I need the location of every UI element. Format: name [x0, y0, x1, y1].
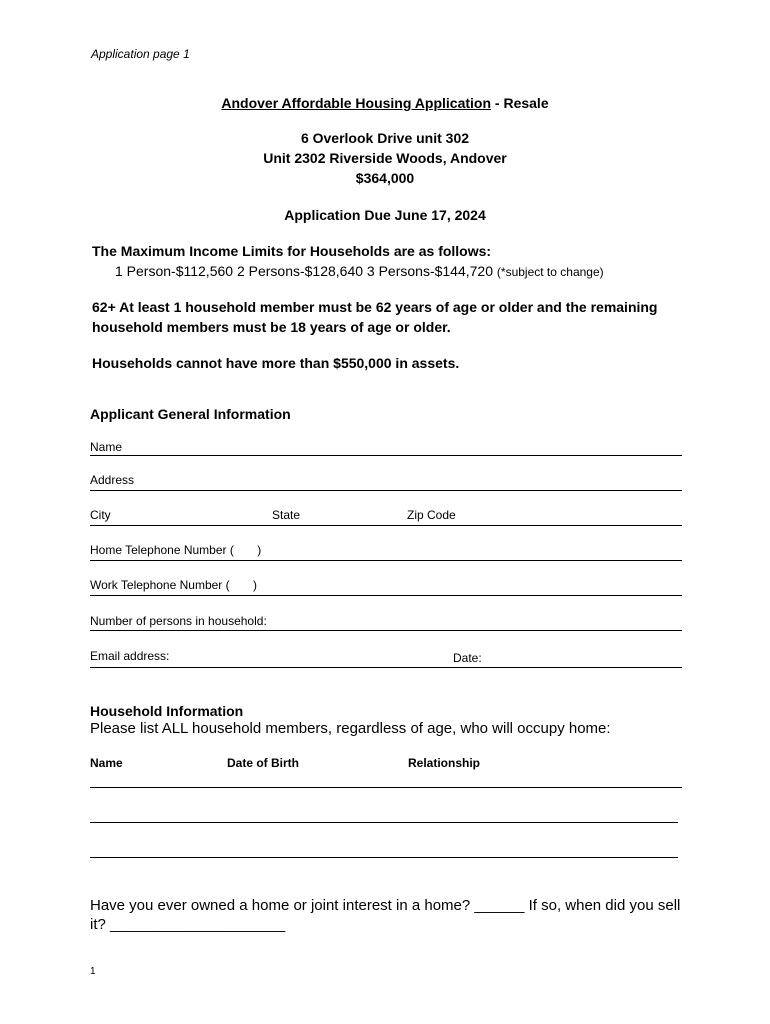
household-row[interactable]	[90, 857, 678, 858]
column-header-dob: Date of Birth	[227, 756, 299, 770]
persons-label: Number of persons in household:	[90, 614, 267, 628]
home-ownership-question: Have you ever owned a home or joint interest in a home? ______ If so, when did you sell it? _____________________	[90, 897, 681, 933]
page-number: 1	[90, 966, 96, 977]
household-info-subtitle: Please list ALL household members, regardless of age, who will occupy home:	[90, 720, 611, 737]
household-info-title: Household Information	[90, 703, 244, 719]
email-date-field[interactable]	[90, 667, 682, 668]
document-title-suffix: - Resale	[491, 95, 549, 111]
household-row[interactable]	[90, 822, 678, 823]
document-title-underlined: Andover Affordable Housing Application	[221, 95, 492, 111]
general-info-title: Applicant General Information	[90, 406, 291, 422]
property-address-line2: Unit 2302 Riverside Woods, Andover	[263, 150, 507, 166]
work-phone-label: Work Telephone Number ( )	[90, 578, 257, 592]
address-label: Address	[90, 473, 135, 487]
household-row[interactable]	[90, 787, 682, 788]
city-label: City	[90, 508, 111, 522]
property-price: $364,000	[355, 170, 415, 186]
income-limits-row	[115, 263, 604, 279]
column-header-relationship: Relationship	[408, 756, 481, 770]
age-requirement: 62+ At least 1 household member must be 62 years of age or older and the remaining household members must be 18 years of age or older.	[92, 299, 658, 335]
home-phone-field[interactable]	[90, 560, 682, 561]
income-limits-values: 1 Person-$112,560 2 Persons-$128,640 3 Persons-$144,720	[115, 263, 497, 279]
column-header-name: Name	[90, 756, 123, 770]
address-field[interactable]	[90, 490, 682, 491]
zip-label: Zip Code	[407, 508, 456, 522]
state-label: State	[272, 508, 301, 522]
application-due-date: Application Due June 17, 2024	[284, 207, 486, 223]
income-limits-note: (*subject to change)	[496, 265, 604, 279]
name-field[interactable]	[90, 455, 682, 456]
city-state-zip-field[interactable]	[90, 525, 682, 526]
assets-limit: Households cannot have more than $550,000 in assets.	[92, 355, 460, 371]
income-limits-heading: The Maximum Income Limits for Households are as follows:	[92, 243, 492, 259]
home-phone-label: Home Telephone Number ( )	[90, 543, 262, 557]
date-label: Date:	[453, 651, 482, 665]
name-label: Name	[90, 440, 123, 454]
email-label: Email address:	[90, 649, 170, 663]
document-title	[0, 95, 770, 111]
work-phone-field[interactable]	[90, 595, 682, 596]
page-label: Application page 1	[91, 47, 190, 61]
property-address-line1: 6 Overlook Drive unit 302	[300, 130, 470, 146]
persons-field[interactable]	[90, 630, 682, 631]
